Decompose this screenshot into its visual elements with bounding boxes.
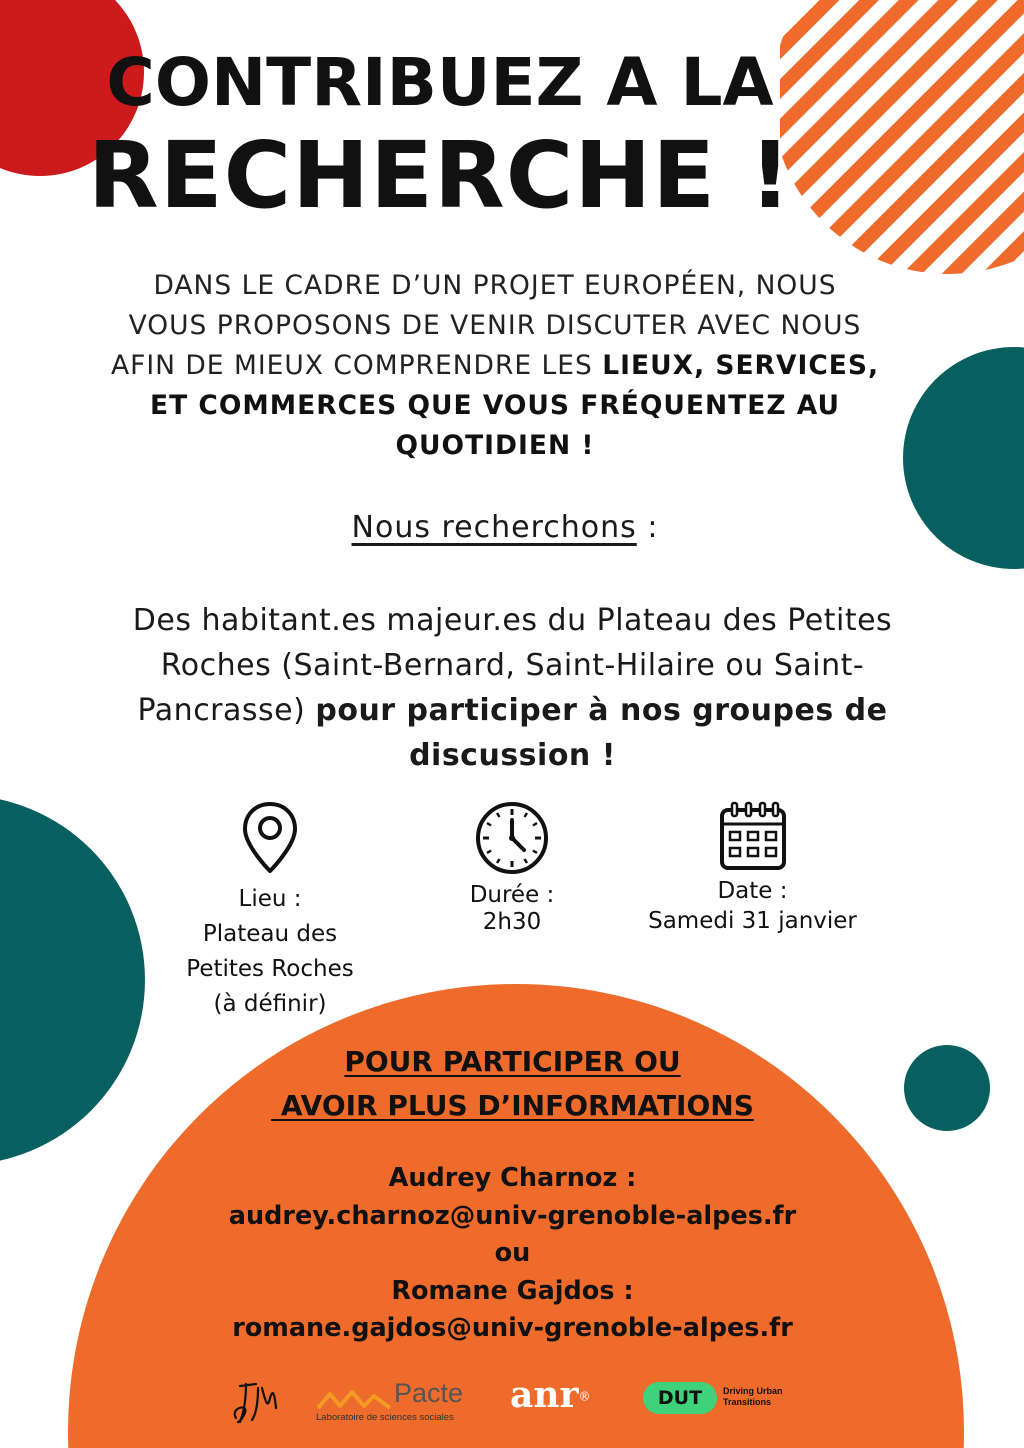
cta-line: AVOIR PLUS D’INFORMATIONS [271,1089,754,1122]
description-highlight: pour participer à nos groupes de [315,693,888,728]
place-value: (à définir) [213,991,327,1017]
intro-highlight: ET COMMERCES QUE VOUS FRÉQUENTEZ AU [149,390,841,421]
description-line: Roches (Saint-Bernard, Saint-Hilaire ou Saint- [160,648,865,683]
pacte-mountain-icon [316,1388,396,1412]
contact-block [130,1160,895,1348]
date-value: Samedi 31 janvier [648,908,857,934]
calendar-icon [718,800,788,872]
description-text: Pancrasse) [137,693,316,728]
call-to-action [150,1040,875,1128]
clock-icon [474,800,550,876]
pacte-subtitle: Laboratoire de sciences sociales [316,1412,454,1423]
page-title-line1: CONTRIBUEZ A LA [106,44,774,121]
pacte-name: Pacte [394,1378,464,1408]
place-info [170,800,370,1022]
duration-label: Durée : [469,882,555,908]
description-highlight: discussion ! [409,738,616,773]
place-value: Plateau des [202,921,338,947]
duration-value: 2h30 [482,909,542,935]
dut-caption-line: Driving Urban [723,1386,783,1396]
target-description [40,598,985,778]
intro-line: DANS LE CADRE D’UN PROJET EUROPÉEN, NOUS [153,270,837,301]
description-line: Des habitant.es majeur.es du Plateau des Petites [132,603,893,638]
location-pin-icon [240,800,300,876]
intro-highlight: LIEUX, SERVICES, [602,350,880,381]
place-value: Petites Roches [186,956,354,982]
contact-email-link[interactable]: romane.gajdos@univ-grenoble-alpes.fr [232,1313,793,1343]
contact-email-link[interactable]: audrey.charnoz@univ-grenoble-alpes.fr [228,1200,797,1231]
intro-text: AFIN DE MIEUX COMPRENDRE LES [110,350,603,381]
intro-highlight: QUOTIDIEN ! [395,430,595,461]
dut-wordmark: DUT [657,1387,703,1409]
description-line [40,688,985,733]
search-heading [0,510,1010,545]
cta-line: POUR PARTICIPER OU [344,1045,681,1078]
place-label: Lieu : [238,886,302,912]
anr-logo [510,1374,610,1426]
signature-logo [228,1378,284,1426]
intro-line [40,346,950,386]
search-heading-label: Nous recherchons [351,510,637,545]
dut-caption-line: Transitions [723,1397,772,1407]
date-info [630,800,875,936]
duration-info [432,800,592,936]
intro-paragraph [40,266,950,466]
pacte-logo [316,1376,476,1428]
contact-name: Romane Gajdos : [391,1275,634,1306]
intro-line: VOUS PROPOSONS DE VENIR DISCUTER AVEC NOUS [128,310,862,341]
page-title-line2: RECHERCHE ! [87,122,793,229]
small-teal-dot-decoration [900,1043,995,1138]
dut-badge [643,1382,717,1414]
search-heading-suffix: : [636,510,659,545]
anr-registered-mark: ® [578,1389,591,1404]
partner-logos [0,1370,1024,1440]
contact-separator: ou [494,1238,531,1268]
dut-logo [643,1382,803,1422]
anr-wordmark: anr [510,1374,579,1416]
dut-caption [723,1386,783,1408]
date-label: Date : [717,878,788,904]
contact-name: Audrey Charnoz : [388,1163,637,1193]
